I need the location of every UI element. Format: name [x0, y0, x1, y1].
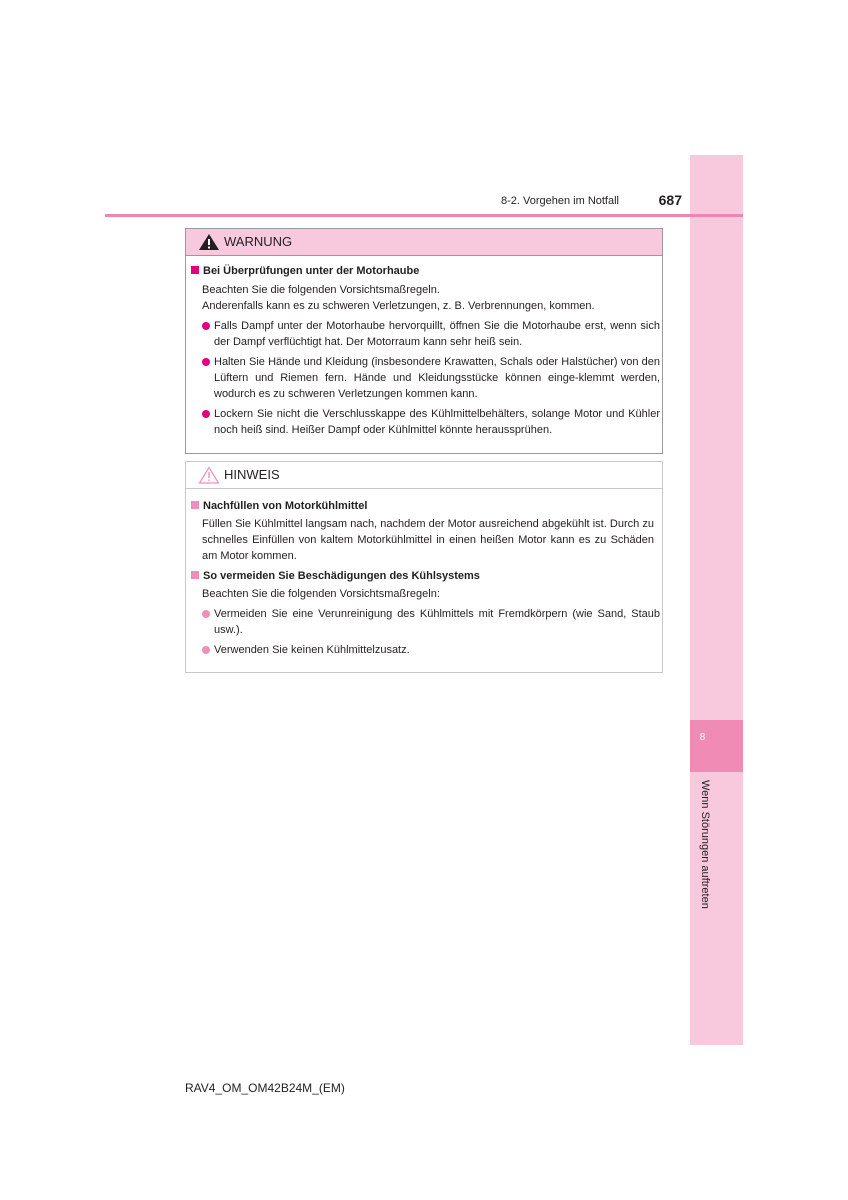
chapter-number-box: [690, 720, 743, 772]
bullet-dot-icon: [202, 646, 210, 654]
page-number: 687: [658, 192, 682, 208]
square-bullet-icon: [191, 501, 199, 509]
bullet-dot-icon: [202, 410, 210, 418]
warning-title: WARNUNG: [224, 234, 293, 249]
notice-heading-2: So vermeiden Sie Beschädigungen des Kühlsystems: [191, 568, 480, 584]
bullet-dot-icon: [202, 358, 210, 366]
notice-heading-1: Nachfüllen von Motorkühlmittel: [191, 498, 367, 514]
square-bullet-icon: [191, 571, 199, 579]
warning-bullet: Lockern Sie nicht die Verschlusskappe des Kühlmittelbehälters, solange Motor und Kühler noch heiß sind. Heißer Dampf oder Kühlmittel könnte heraussprühen.: [202, 406, 660, 438]
notice-title: HINWEIS: [224, 467, 280, 482]
document-code: RAV4_OM_OM42B24M_(EM): [185, 1081, 345, 1095]
warning-intro-line-1: Beachten Sie die folgenden Vorsichtsmaßregeln.: [202, 284, 440, 296]
warning-bullet: Falls Dampf unter der Motorhaube hervorquillt, öffnen Sie die Motorhaube erst, wenn sich der Dampf verflüchtigt hat. Der Motorraum kann sehr heiß sein.: [202, 318, 660, 350]
warning-header: [186, 229, 662, 256]
caution-triangle-icon: [198, 466, 220, 484]
notice-bullet: Verwenden Sie keinen Kühlmittelzusatz.: [202, 642, 660, 658]
bullet-dot-icon: [202, 322, 210, 330]
chapter-label: Wenn Störungen auftreten: [699, 780, 711, 909]
notice-box: [185, 461, 663, 673]
square-bullet-icon: [191, 266, 199, 274]
section-title: 8-2. Vorgehen im Notfall: [500, 195, 619, 207]
warning-box: [185, 228, 663, 454]
notice-bullet: Vermeiden Sie eine Verunreinigung des Kühlmittels mit Fremdkörpern (wie Sand, Staub usw.).: [202, 606, 660, 638]
notice-text-1: Füllen Sie Kühlmittel langsam nach, nachdem der Motor ausreichend abgekühlt ist. Durch zu schnelles Einfüllen von kaltem Motorkühlmittel in einen heißen Motor kann es zu Schäden am Motor kommen.: [202, 518, 654, 562]
header-rule: [105, 214, 743, 217]
chapter-number: 8: [699, 732, 706, 743]
notice-intro-2: Beachten Sie die folgenden Vorsichtsmaßregeln:: [202, 588, 440, 600]
notice-header: [186, 462, 662, 489]
warning-triangle-icon: [198, 233, 220, 251]
bullet-dot-icon: [202, 610, 210, 618]
warning-bullet: Halten Sie Hände und Kleidung (insbesondere Krawatten, Schals oder Halstücher) von den Lüftern und Riemen fern. Hände und Kleidungsstücke können einge-klemmt werden, wodurch es zu schweren Verletzungen kommen kann.: [202, 354, 660, 402]
warning-heading: Bei Überprüfungen unter der Motorhaube: [191, 263, 419, 279]
warning-intro-line-2: Anderenfalls kann es zu schweren Verletzungen, z. B. Verbrennungen, kommen.: [202, 300, 595, 312]
